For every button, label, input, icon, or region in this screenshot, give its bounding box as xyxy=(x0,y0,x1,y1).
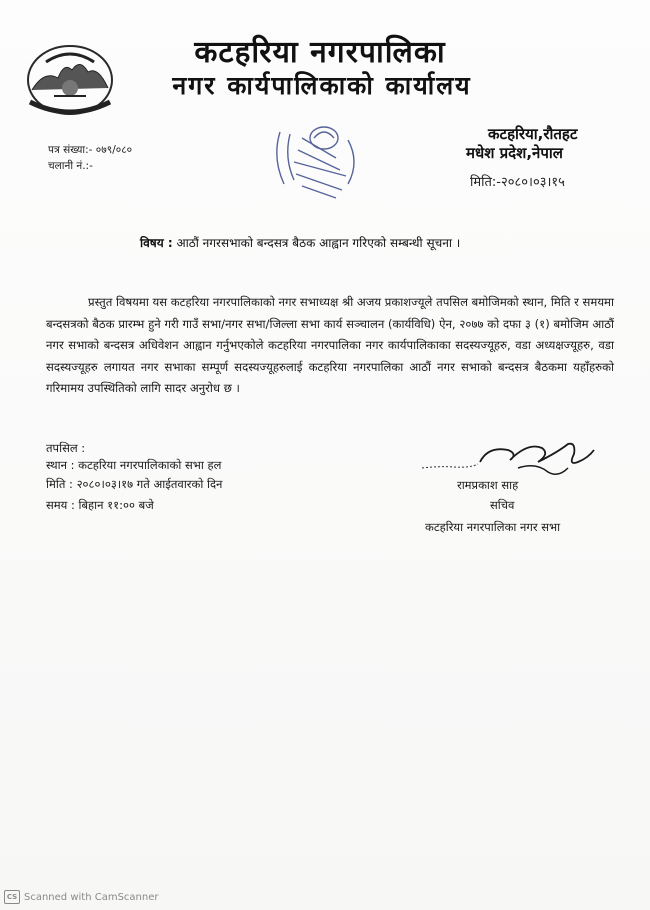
schedule-heading: तपसिल : xyxy=(46,441,86,455)
scanner-watermark-text: Scanned with CamScanner xyxy=(24,891,159,903)
handwritten-signature-icon xyxy=(418,432,598,482)
dispatch-number: चलानी नं.:- xyxy=(48,160,93,172)
letter-date: मिति:-२०८०।०३।१५ xyxy=(470,175,565,190)
subject-line xyxy=(140,234,560,251)
schedule-time: समय : बिहान ११:०० बजे xyxy=(46,498,154,512)
address-line-2: मधेश प्रदेश,नेपाल xyxy=(466,144,563,162)
schedule-date: मिति : २०८०।०३।१७ गते आईतवारको दिन xyxy=(46,477,223,491)
camscanner-logo-icon: CS xyxy=(4,890,20,904)
subject-text: आठौं नगरसभाको बन्दसत्र बैठक आह्वान गरिएको सम्बन्धी सूचना । xyxy=(176,236,461,250)
office-seal-icon xyxy=(262,118,370,204)
address-line-1: कटहरिया,रौतहट xyxy=(488,125,578,143)
signatory-name: रामप्रकाश साह xyxy=(457,478,519,492)
nepal-emblem-icon xyxy=(24,40,116,118)
office-subtitle: नगर कार्यपालिकाको कार्यालय xyxy=(172,71,472,100)
body-paragraph: प्रस्तुत विषयमा यस कटहरिया नगरपालिकाको नगर सभाध्यक्ष श्री अजय प्रकाशज्यूले तपसिल बमोजिमको स्थान, मिति र समयमा बन्दसत्रको बैठक प्रारम्भ हुने गरी गाउँ सभा/नगर सभा/जिल्ला सभा कार्य सञ्चालन (कार्यविधि) ऐन, २०७७ को दफा ३ (१) बमोजिम आठौं नगर सभाको बन्दसत्र अधिवेशन आह्वान गर्नुभएकोले कटहरिया नगरपालिका नगर कार्यपालिकाका सदस्यज्यूहरु, वडा अध्यक्षज्यूहरु, वडा सदस्यज्यूहरु लगायत नगर सभाका सम्पूर्ण सदस्यज्यूहरुलाई कटहरिया नगरपालिका आठौं नगर सभाको बन्दसत्र बैठकमा यहाँहरुको गरिमामय उपस्थितिको लागि सादर अनुरोध छ । xyxy=(46,295,614,395)
letter-number: पत्र संख्या:- ०७९/०८० xyxy=(48,144,133,156)
schedule-place: स्थान : कटहरिया नगरपालिकाको सभा हल xyxy=(46,458,222,472)
signatory-role: सचिव xyxy=(490,498,515,512)
municipality-title: कटहरिया नगरपालिका xyxy=(194,35,446,70)
signatory-organization: कटहरिया नगरपालिका नगर सभा xyxy=(425,520,561,534)
letter-body xyxy=(46,292,614,400)
subject-label: विषय : xyxy=(140,236,173,250)
scanner-watermark xyxy=(4,890,159,904)
